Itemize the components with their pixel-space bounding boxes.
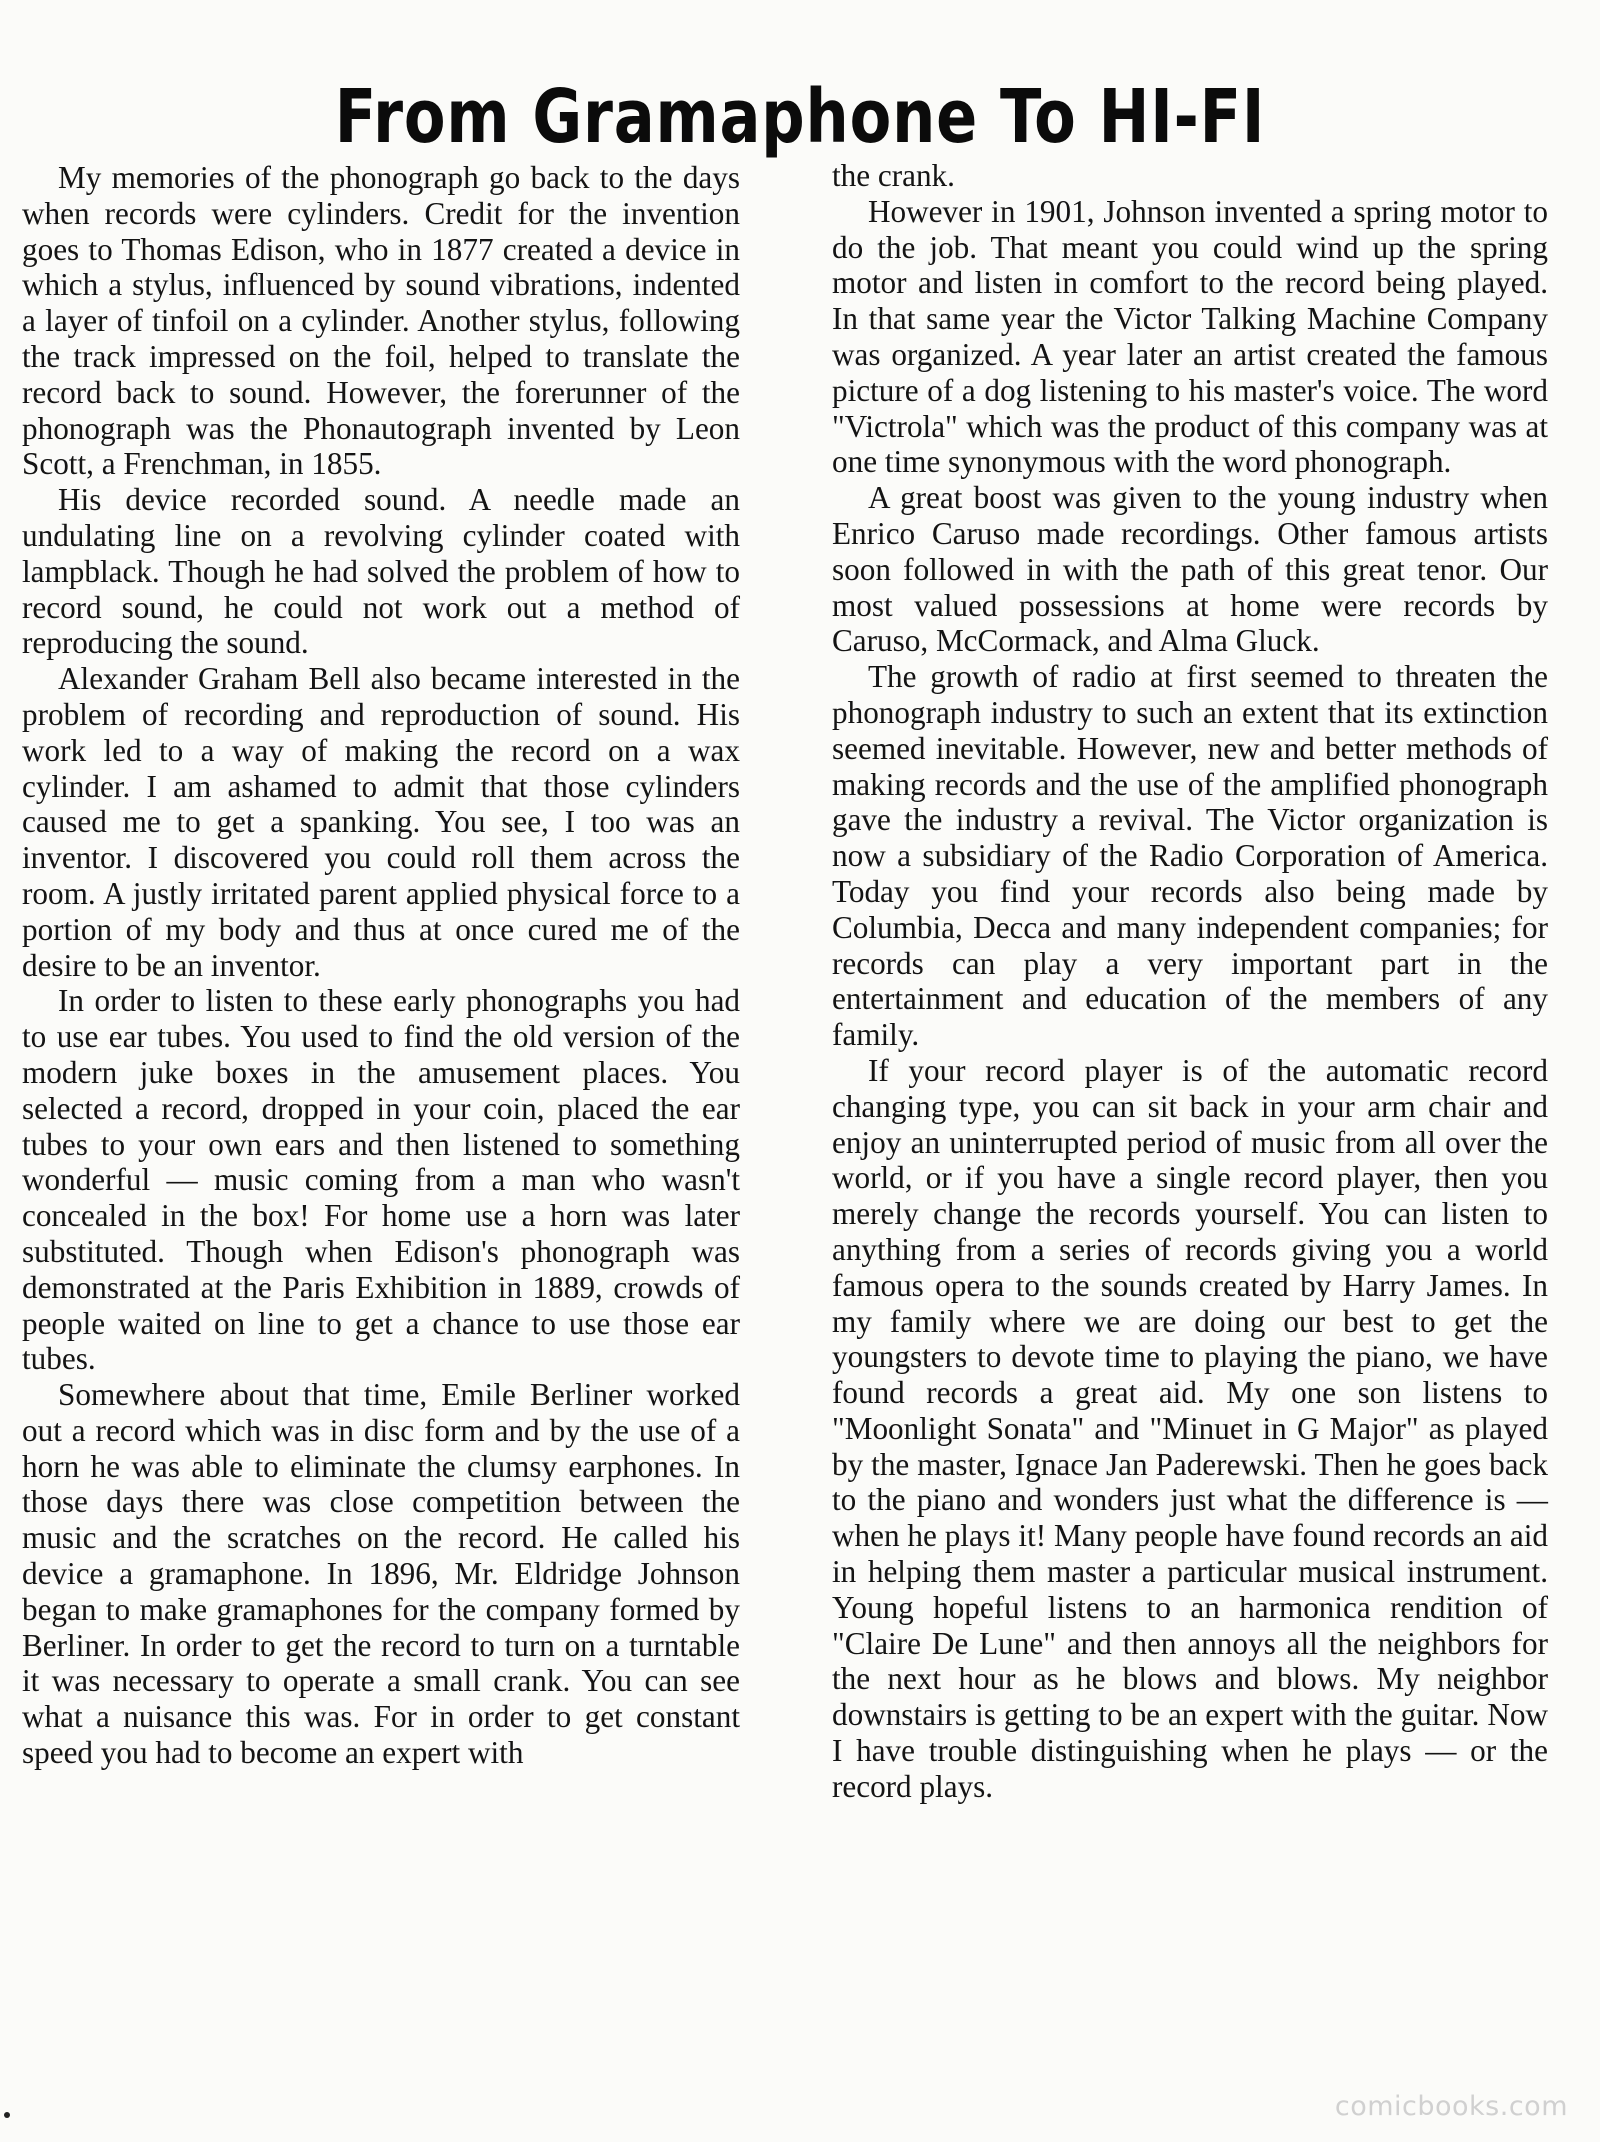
watermark: comicbooks.com xyxy=(1334,2091,1568,2122)
paragraph: My memories of the phonograph go back to the days when records were cylinders. Credit for the invention goes to Thomas Edison, who in 1877 created a device in which a stylus, influenced by sound vibrations, indented a layer of tinfoil on a cylinder. Another stylus, following the track impressed on the foil, helped to translate the record back to sound. However, the forerunner of the phonograph was the Phonautograph invented by Leon Scott, a Frenchman, in 1855. xyxy=(22,160,740,482)
paragraph: Alexander Graham Bell also became interested in the problem of recording and reproduction of sound. His work led to a way of making the record on a wax cylinder. I am ashamed to admit that those cylinders caused me to get a spanking. You see, I too was an inventor. I discovered you could roll them across the room. A justly irritated parent applied physical force to a portion of my body and thus at once cured me of the desire to be an inventor. xyxy=(22,661,740,983)
print-speck xyxy=(4,2112,10,2118)
paragraph: A great boost was given to the young industry when Enrico Caruso made recordings. Other famous artists soon followed in with the path of this great tenor. Our most valued possessions at home were records by Caruso, McCormack, and Alma Gluck. xyxy=(832,480,1548,659)
paragraph: However in 1901, Johnson invented a spring motor to do the job. That meant you could wind up the spring motor and listen in comfort to the record being played. In that same year the Victor Talking Machine Company was organized. A year later an artist created the famous picture of a dog listening to his master's voice. The word "Victrola" which was the product of this company was at one time synonymous with the word phonograph. xyxy=(832,193,1548,480)
right-column xyxy=(832,158,1548,1805)
paragraph: The growth of radio at first seemed to threaten the phonograph industry to such an extent that its extinction seemed inevitable. However, new and better methods of making records and the use of the amplified phonograph gave the industry a revival. The Victor organization is now a subsidiary of the Radio Corporation of America. Today you find your records also being made by Columbia, Decca and many independent companies; for records can play a very important part in the entertainment and education of the members of any family. xyxy=(832,659,1548,1053)
article-title: From Gramaphone To HI-FI xyxy=(334,73,1266,160)
paragraph: If your record player is of the automatic record changing type, you can sit back in your arm chair and enjoy an uninterrupted period of music from all over the world, or if you have a single record player, then you merely change the records yourself. You can listen to anything from a series of records giving you a world famous opera to the sounds created by Harry James. In my family where we are doing our best to get the youngsters to devote time to playing the piano, we have found records a great aid. My one son listens to "Moonlight Sonata" and "Minuet in G Major" as played by the master, Ignace Jan Paderewski. Then he goes back to the piano and wonders just what the difference is — when he plays it! Many people have found records an aid in helping them master a particular musical instrument. Young hopeful listens to an harmonica rendition of "Claire De Lune" and then annoys all the neighbors for the next hour as he blows and blows. My neighbor downstairs is getting to be an expert with the guitar. Now I have trouble distinguishing when he plays — or the record plays. xyxy=(832,1052,1548,1804)
left-column xyxy=(22,160,740,1771)
paragraph: In order to listen to these early phonographs you had to use ear tubes. You used to find the old version of the modern juke boxes in the amusement places. You selected a record, dropped in your coin, placed the ear tubes to your own ears and then listened to something wonderful — music coming from a man who wasn't concealed in the box! For home use a horn was later substituted. Though when Edison's phonograph was demonstrated at the Paris Exhibition in 1889, crowds of people waited on line to get a chance to use those ear tubes. xyxy=(22,983,740,1377)
paragraph-continued: the crank. xyxy=(832,158,955,193)
paragraph: Somewhere about that time, Emile Berliner worked out a record which was in disc form and by the use of a horn he was able to eliminate the clumsy earphones. In those days there was close competition between the music and the scratches on the record. He called his device a gramaphone. In 1896, Mr. Eldridge Johnson began to make gramaphones for the company formed by Berliner. In order to get the record to turn on a turntable it was necessary to operate a small crank. You can see what a nuisance this was. For in order to get constant speed you had to become an expert with xyxy=(22,1377,740,1771)
paragraph: His device recorded sound. A needle made an undulating line on a revolving cylinder coated with lampblack. Though he had solved the problem of how to record sound, he could not work out a method of reproducing the sound. xyxy=(22,482,740,661)
